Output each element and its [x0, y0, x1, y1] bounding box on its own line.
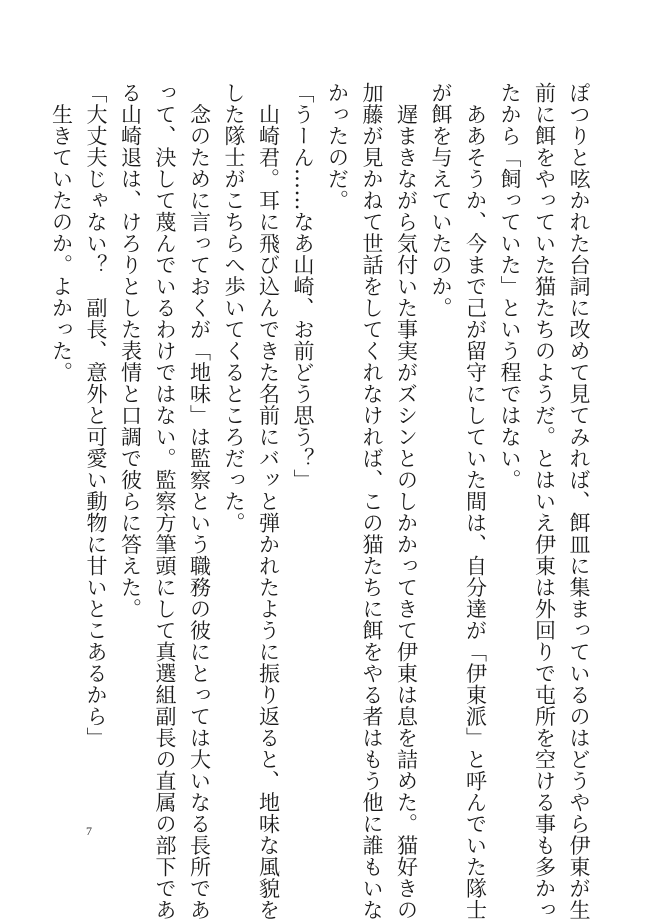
- text-line: が餌を与えていたのか。: [429, 82, 453, 319]
- text-line: した隊士がこちらへ歩いてくるところだった。: [222, 82, 246, 534]
- text-line: たから「飼っていた」という程ではない。: [498, 82, 522, 491]
- vertical-text-body: [49, 82, 596, 921]
- text-line: ああそうか、今まで己が留守にしていた間は、自分達が「伊東派」と呼んでいた隊士: [463, 82, 488, 921]
- text-line: 遅まきながら気付いた事実がズシンとのしかかってきて伊東は息を詰めた。猫好きの: [394, 82, 419, 921]
- text-line: ぽつりと呟かれた台詞に改めて見てみれば、餌皿に集まっているのはどうやら伊東が生: [567, 82, 591, 921]
- page-number: 7: [86, 824, 92, 838]
- text-line: 生きていたのか。よかった。: [49, 82, 74, 383]
- text-line: って、決して蔑んでいるわけではない。監察方筆頭にして真選組副長の直属の部下であ: [153, 82, 177, 921]
- text-line: 前に餌をやっていた猫たちのようだ。とはいえ伊東は外回りで屯所を空ける事も多かっ: [532, 82, 557, 921]
- text-line: 「うーん……なあ山崎、お前どう思う？」: [291, 82, 315, 491]
- text-line: 念のために言っておくが「地味」は監察という職務の彼にとっては大いなる長所であ: [187, 82, 212, 921]
- text-line: 加藤が見かねて世話をしてくれなければ、この猫たちに餌をやる者はもう他に誰もいな: [360, 82, 384, 921]
- text-line: かったのだ。: [325, 82, 350, 211]
- text-line: る山崎退は、けろりとした表情と口調で彼らに答えた。: [118, 82, 143, 620]
- text-line: 山崎君。耳に飛び込んできた名前にバッと弾かれたように振り返ると、地味な風貌を: [256, 82, 281, 921]
- text-line: 「大丈夫じゃない？ 副長、意外と可愛い動物に甘いとこあるから」: [84, 82, 108, 749]
